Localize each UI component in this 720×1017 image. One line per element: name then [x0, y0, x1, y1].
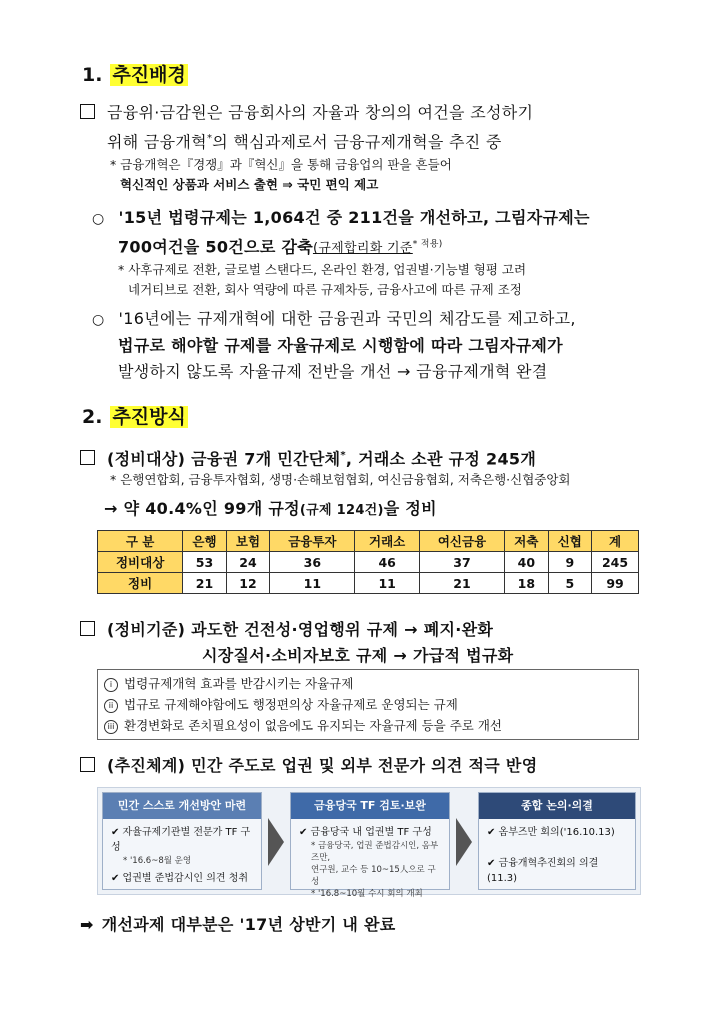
p1-note1: * 금융개혁은『경쟁』과『혁신』을 통해 금융업의 판을 흔들어	[110, 157, 452, 172]
p4-line2b: (규제 124건)	[299, 503, 384, 518]
table-cell: 53	[183, 552, 226, 573]
table-cell: 21	[183, 573, 226, 594]
final-text: 개선과제 대부분은 '17년 상반기 내 완료	[101, 915, 396, 934]
p3-line1: '16년에는 규제개혁에 대한 금융권과 국민의 체감도를 제고하고,	[118, 309, 576, 328]
section-1-title	[82, 60, 188, 87]
flow-step-2-sub1b: 연구원, 교수 등 10~15人으로 구성	[311, 865, 436, 887]
checkbox-icon	[80, 104, 95, 119]
bullet-circle-icon: ○	[92, 211, 105, 227]
p4-note1: * 은행연합회, 금융투자협회, 생명·손해보험협회, 여신금융협회, 저축은행·신협중앙회	[110, 472, 571, 487]
flow-step-3-item1: ✔ 옴부즈만 회의('16.10.13)	[487, 827, 615, 838]
table-header-cell: 저축	[505, 531, 548, 552]
p1-star: *	[206, 133, 213, 144]
table-header-cell: 여신금융	[419, 531, 504, 552]
p1-line2b: 의 핵심과제로서 금융규제개혁을 추진 중	[212, 132, 502, 152]
p1-note2: 혁신적인 상품과 서비스 출현 ⇒ 국민 편익 제고	[120, 177, 379, 192]
table-cell: 9	[548, 552, 591, 573]
list-item-text: 법규로 규제해야함에도 행정편의상 자율규제로 운영되는 규제	[124, 697, 458, 712]
list-item	[104, 694, 632, 715]
list-item-text: 법령규제개혁 효과를 반감시키는 자율규제	[124, 676, 354, 691]
list-item	[104, 673, 632, 694]
final-statement	[80, 912, 395, 938]
table-cell: 99	[592, 573, 639, 594]
flow-step-1-item1: ✔ 자율규제기관별 전문가 TF 구성	[111, 827, 251, 853]
statistics-table	[97, 530, 639, 594]
table-row-label: 정비대상	[98, 552, 183, 573]
table-row-label: 정비	[98, 573, 183, 594]
roman-numeral-icon: iii	[104, 720, 118, 734]
table-body	[98, 552, 639, 594]
table-header-row	[98, 531, 639, 552]
table-cell: 36	[270, 552, 355, 573]
table-cell: 37	[419, 552, 504, 573]
flow-step-2	[290, 792, 450, 899]
p3-line2: 법규로 해야할 규제를 자율규제로 시행함에 따라 그림자규제가	[118, 336, 563, 355]
paragraph-4	[80, 443, 680, 472]
checkbox-icon	[80, 621, 95, 636]
table-cell: 24	[226, 552, 269, 573]
paragraph-3	[92, 306, 692, 385]
p4-line2: → 약 40.4%인 99개 규정	[104, 499, 300, 518]
table-cell: 40	[505, 552, 548, 573]
arrow-right-icon: ➡	[80, 915, 94, 934]
table-row	[98, 573, 639, 594]
p3-line3: 발생하지 않도록 자율규제 전반을 개선 → 금융규제개혁 완결	[118, 362, 548, 381]
list-item-text: 환경변화로 존치필요성이 없음에도 유지되는 자율규제 등을 주로 개선	[124, 718, 502, 733]
flow-step-1-sub1: * '16.6~8월 운영	[123, 856, 192, 866]
list-item	[104, 715, 632, 736]
p2-note1: * 사후규제로 전환, 글로벌 스탠다드, 온라인 환경, 업권별·기능별 형평 고려	[118, 262, 527, 277]
p6-line1: (추진체계) 민간 주도로 업권 및 외부 전문가 의견 적극 반영	[107, 756, 538, 775]
paragraph-1	[80, 100, 680, 155]
p1-note	[110, 155, 452, 195]
table-cell: 11	[355, 573, 419, 594]
flow-step-3-head: 종합 논의·의결	[479, 793, 635, 819]
p2-line2: 700여건을 50건으로 감축	[118, 237, 313, 257]
checkbox-icon	[80, 450, 95, 465]
flow-step-3	[478, 792, 636, 890]
p1-line2a: 위해 금융개혁	[107, 132, 207, 152]
table-header-cell: 보험	[226, 531, 269, 552]
flow-step-1-item2: ✔ 업권별 준법감시인 의견 청취	[111, 873, 249, 884]
table-cell: 46	[355, 552, 419, 573]
table-header-cell: 거래소	[355, 531, 419, 552]
section-2-title	[82, 402, 188, 429]
p5-line2: 시장질서·소비자보호 규제 → 가급적 법규화	[202, 646, 514, 665]
p4-line2-wrap	[104, 496, 437, 524]
section-number: 2.	[82, 406, 103, 428]
roman-numeral-icon: i	[104, 678, 118, 692]
bullet-circle-icon: ○	[92, 312, 105, 328]
p1-line1: 금융위·금감원은 금융회사의 자율과 창의의 여건을 조성하기	[107, 103, 534, 122]
section-heading: 추진방식	[112, 406, 186, 428]
paragraph-6	[80, 753, 700, 779]
table-header-cell: 계	[592, 531, 639, 552]
flow-step-2-sub1: * 금융당국, 업권 준법감시인, 옴부즈만,	[311, 841, 439, 863]
flow-step-1	[102, 792, 262, 890]
checkbox-icon	[80, 757, 95, 772]
paragraph-5	[80, 617, 700, 669]
p4-line2c: 을 정비	[383, 499, 437, 518]
table-cell: 18	[505, 573, 548, 594]
criteria-box	[97, 669, 639, 740]
flow-step-1-head: 민간 스스로 개선방안 마련	[103, 793, 261, 819]
p2-line1: '15년 법령규제는 1,064건 중 211건을 개선하고, 그림자규제는	[118, 208, 590, 227]
table-header-cell: 구 분	[98, 531, 183, 552]
table-cell: 11	[270, 573, 355, 594]
table-header-cell: 신협	[548, 531, 591, 552]
chevron-right-icon	[456, 818, 472, 866]
p2-note2: 네거티브로 전환, 회사 역량에 따른 규제차등, 금융사고에 따른 규제 조정	[128, 282, 522, 297]
table-cell: 245	[592, 552, 639, 573]
table-cell: 12	[226, 573, 269, 594]
p2-line2b: (규제합리화 기준	[312, 241, 413, 257]
flow-step-2-item1: ✔ 금융당국 내 업권별 TF 구성	[299, 827, 432, 838]
table-cell: 5	[548, 573, 591, 594]
p4-line1: (정비대상) 금융권 7개 민간단체	[107, 449, 341, 469]
section-number: 1.	[82, 64, 103, 86]
p4-star: *	[340, 450, 346, 461]
chevron-right-icon	[268, 818, 284, 866]
flow-step-2-sub2: * '16.8~10월 수시 회의 개최	[311, 889, 423, 899]
p2-line2c: * 적용)	[412, 240, 443, 250]
table-cell: 21	[419, 573, 504, 594]
p4-line1b: , 거래소 소관 규정 245개	[345, 449, 537, 469]
section-heading: 추진배경	[112, 64, 186, 86]
table-row	[98, 552, 639, 573]
table-header-cell: 은행	[183, 531, 226, 552]
paragraph-2	[92, 205, 692, 262]
p2-note	[118, 260, 526, 300]
flow-step-2-head: 금융당국 TF 검토·보완	[291, 793, 449, 819]
flow-step-3-item2: ✔ 금융개혁추진회의 의결(11.3)	[487, 858, 599, 884]
p5-line1: (정비기준) 과도한 건전성·영업행위 규제 → 폐지·완화	[107, 620, 494, 639]
roman-numeral-icon: ii	[104, 699, 118, 713]
process-flow	[97, 787, 641, 899]
table-header-cell: 금융투자	[270, 531, 355, 552]
